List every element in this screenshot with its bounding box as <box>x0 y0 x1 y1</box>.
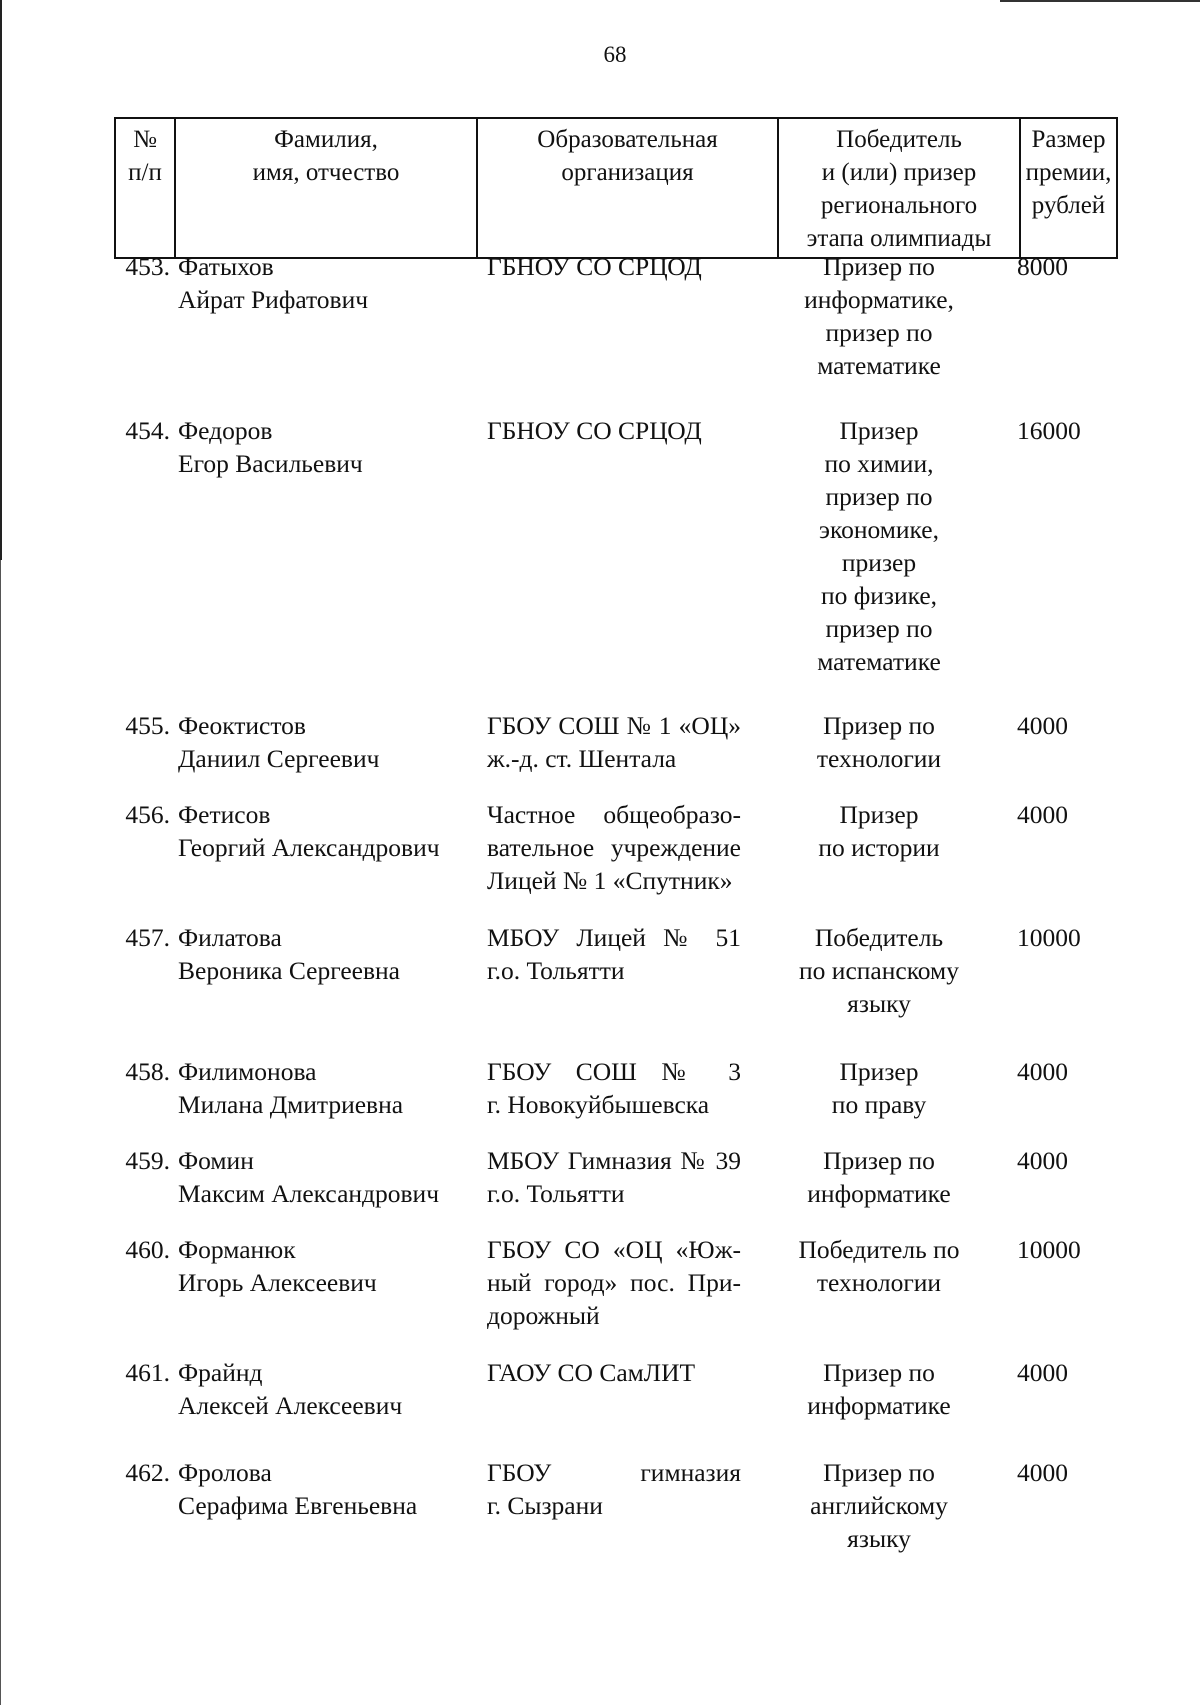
organization-line: ГБОУ гимназия <box>487 1458 741 1487</box>
award-status: Победитель по технологии <box>798 1235 960 1297</box>
organization-line: г.о. Тольятти <box>487 1179 625 1208</box>
student-name: Фатыхов Айрат Рифатович <box>178 252 369 314</box>
organization-line: ГБНОУ СО СРЦОД <box>487 416 702 445</box>
table-row <box>114 709 1116 775</box>
header-number: № п/п <box>115 118 175 258</box>
award-status: Призер по информатике <box>807 1358 951 1420</box>
row-number: 453. <box>125 252 170 281</box>
table-row <box>114 1356 1116 1422</box>
student-name: Филимонова Милана Дмитриевна <box>178 1057 404 1119</box>
award-status: Призер по информатике <box>807 1146 951 1208</box>
prize-amount: 4000 <box>1017 1146 1068 1175</box>
table-row <box>114 1144 1116 1210</box>
table-row <box>114 1233 1116 1332</box>
organization-line: ж.-д. ст. Шентала <box>487 744 677 773</box>
scan-edge-mark-lower <box>0 560 1 1705</box>
organization <box>479 1055 757 1121</box>
award-status: Призер по информатике, призер по математике <box>804 252 954 380</box>
organization <box>479 1144 757 1210</box>
table-row <box>114 798 1116 897</box>
organization-line: ГАОУ СО СамЛИТ <box>487 1358 696 1387</box>
prize-amount: 10000 <box>1017 1235 1081 1264</box>
organization-line: Частное общеобразо- <box>487 800 741 829</box>
scan-top-rule <box>1000 0 1200 2</box>
prize-amount: 4000 <box>1017 800 1068 829</box>
award-status: Призер по праву <box>831 1057 927 1119</box>
organization-line: МБОУ Гимназия № 39 <box>487 1146 741 1175</box>
organization-line: дорожный <box>487 1301 600 1330</box>
scan-edge-mark <box>0 0 2 560</box>
organization <box>479 1456 757 1555</box>
organization-line: г.о. Тольятти <box>487 956 625 985</box>
organization-line: ГБОУ СОШ № 1 «ОЦ» <box>487 711 741 740</box>
prize-amount: 10000 <box>1017 923 1081 952</box>
student-name: Фрайнд Алексей Алексеевич <box>178 1358 403 1420</box>
organization <box>479 921 757 1020</box>
table-row <box>114 1456 1116 1555</box>
row-number: 458. <box>125 1057 170 1086</box>
prize-amount: 4000 <box>1017 1458 1068 1487</box>
header-name: Фамилия, имя, отчество <box>175 118 477 258</box>
organization <box>479 250 757 382</box>
student-name: Федоров Егор Васильевич <box>178 416 363 478</box>
row-number: 461. <box>125 1358 170 1387</box>
header-prize: Размер премии, рублей <box>1020 118 1117 258</box>
prize-amount: 8000 <box>1017 252 1068 281</box>
award-status: Призер по английскому языку <box>810 1458 948 1553</box>
header-award: Победитель и (или) призер регионального этапа олимпиады <box>778 118 1020 258</box>
table-row <box>114 414 1116 678</box>
table-header <box>114 117 1118 259</box>
page-number: 68 <box>603 42 627 67</box>
row-number: 454. <box>125 416 170 445</box>
organization-line: ный город» пос. При- <box>487 1268 741 1297</box>
organization <box>479 709 757 775</box>
student-name: Филатова Вероника Сергеевна <box>178 923 400 985</box>
organization-line: г. Новокуйбышевска <box>487 1090 710 1119</box>
organization <box>479 1233 757 1332</box>
row-number: 457. <box>125 923 170 952</box>
student-name: Фетисов Георгий Александрович <box>178 800 440 862</box>
organization-line: ГБНОУ СО СРЦОД <box>487 252 702 281</box>
table-row <box>114 1055 1116 1121</box>
award-status: Призер по химии, призер по экономике, призер по физике, призер по математике <box>817 416 941 676</box>
row-number: 462. <box>125 1458 170 1487</box>
student-name: Форманюк Игорь Алексеевич <box>178 1235 377 1297</box>
organization <box>479 414 757 678</box>
row-number: 459. <box>125 1146 170 1175</box>
prize-amount: 4000 <box>1017 1358 1068 1387</box>
student-name: Феоктистов Даниил Сергеевич <box>178 711 380 773</box>
award-status: Призер по истории <box>818 800 940 862</box>
row-number: 460. <box>125 1235 170 1264</box>
organization-line: МБОУ Лицей № 51 <box>487 923 741 952</box>
organization-line: вательное учреждение <box>487 833 741 862</box>
organization-line: Лицей № 1 «Спутник» <box>487 866 733 895</box>
table-row <box>114 250 1116 382</box>
prize-amount: 4000 <box>1017 1057 1068 1086</box>
organization-line: ГБОУ СОШ № 3 <box>487 1057 741 1086</box>
organization-line: г. Сызрани <box>487 1491 603 1520</box>
prize-amount: 4000 <box>1017 711 1068 740</box>
prize-amount: 16000 <box>1017 416 1081 445</box>
organization <box>479 1356 757 1422</box>
header-organization: Образовательная организация <box>477 118 778 258</box>
table-row <box>114 921 1116 1020</box>
row-number: 456. <box>125 800 170 829</box>
organization <box>479 798 757 897</box>
row-number: 455. <box>125 711 170 740</box>
award-status: Победитель по испанскому языку <box>799 923 959 1018</box>
award-status: Призер по технологии <box>816 711 942 773</box>
student-name: Фомин Максим Александрович <box>178 1146 440 1208</box>
student-name: Фролова Серафима Евгеньевна <box>178 1458 418 1520</box>
organization-line: ГБОУ СО «ОЦ «Юж- <box>487 1235 741 1264</box>
